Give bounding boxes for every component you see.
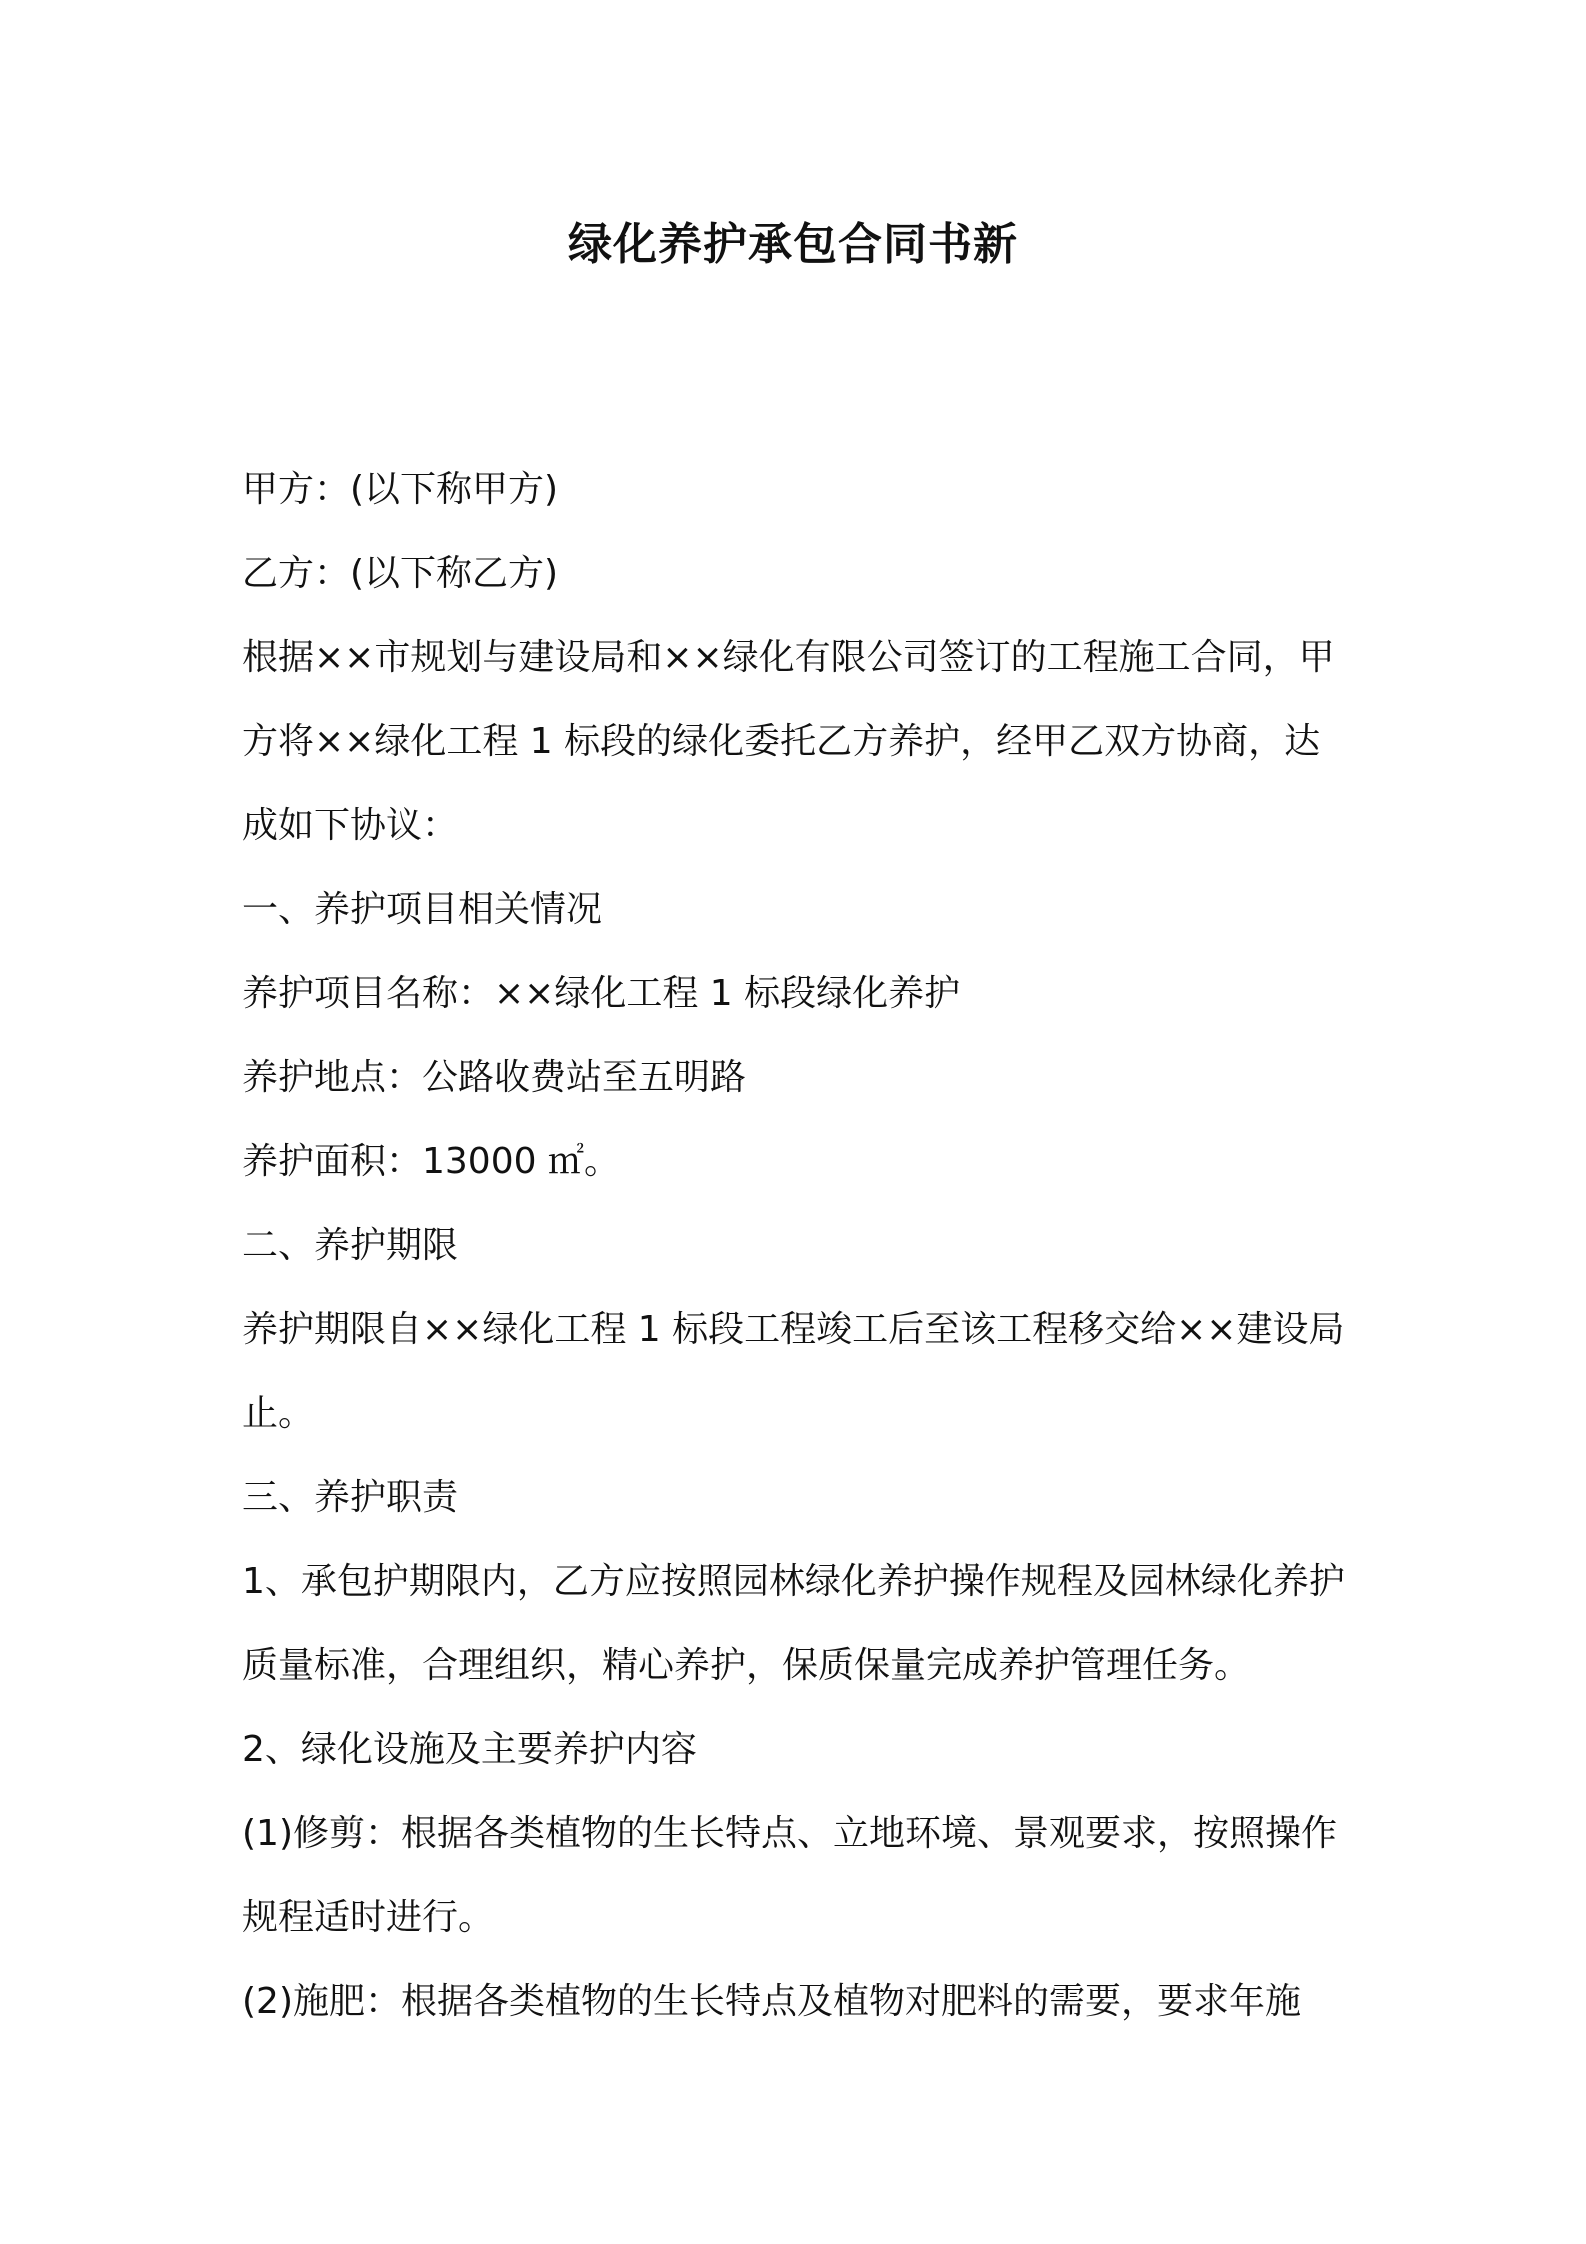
project-name-line: 养护项目名称：××绿化工程 1 标段绿化养护 xyxy=(242,973,961,1014)
term-paragraph: 养护期限自××绿化工程 1 标段工程竣工后至该工程移交给××建设局止。 xyxy=(242,1309,1345,1434)
project-area-line: 养护面积：13000 ㎡。 xyxy=(242,1141,620,1182)
section-heading-1: 一、养护项目相关情况 xyxy=(242,889,603,930)
document-body xyxy=(242,448,1352,2044)
duty-item-1: 1、承包护期限内，乙方应按照园林绿化养护操作规程及园林绿化养护质量标准，合理组织，精心养护，保质保量完成养护管理任务。 xyxy=(242,1561,1345,1686)
intro-paragraph: 根据××市规划与建设局和××绿化有限公司签订的工程施工合同，甲方将××绿化工程 1 标段的绿化委托乙方养护，经甲乙双方协商，达成如下协议： xyxy=(242,637,1335,846)
duty-subitem-pruning: (1)修剪：根据各类植物的生长特点、立地环境、景观要求，按照操作规程适时进行。 xyxy=(242,1813,1337,1938)
duty-item-2: 2、绿化设施及主要养护内容 xyxy=(242,1729,697,1770)
section-heading-2: 二、养护期限 xyxy=(242,1225,459,1266)
project-location-line: 养护地点：公路收费站至五明路 xyxy=(242,1057,747,1098)
section-heading-3: 三、养护职责 xyxy=(242,1477,459,1518)
party-a-line: 甲方：(以下称甲方) xyxy=(242,469,559,510)
duty-subitem-fertilizing: (2)施肥：根据各类植物的生长特点及植物对肥料的需要，要求年施 xyxy=(242,1981,1301,2022)
party-b-line: 乙方：(以下称乙方) xyxy=(242,553,559,594)
document-title: 绿化养护承包合同书新 xyxy=(568,219,1018,270)
